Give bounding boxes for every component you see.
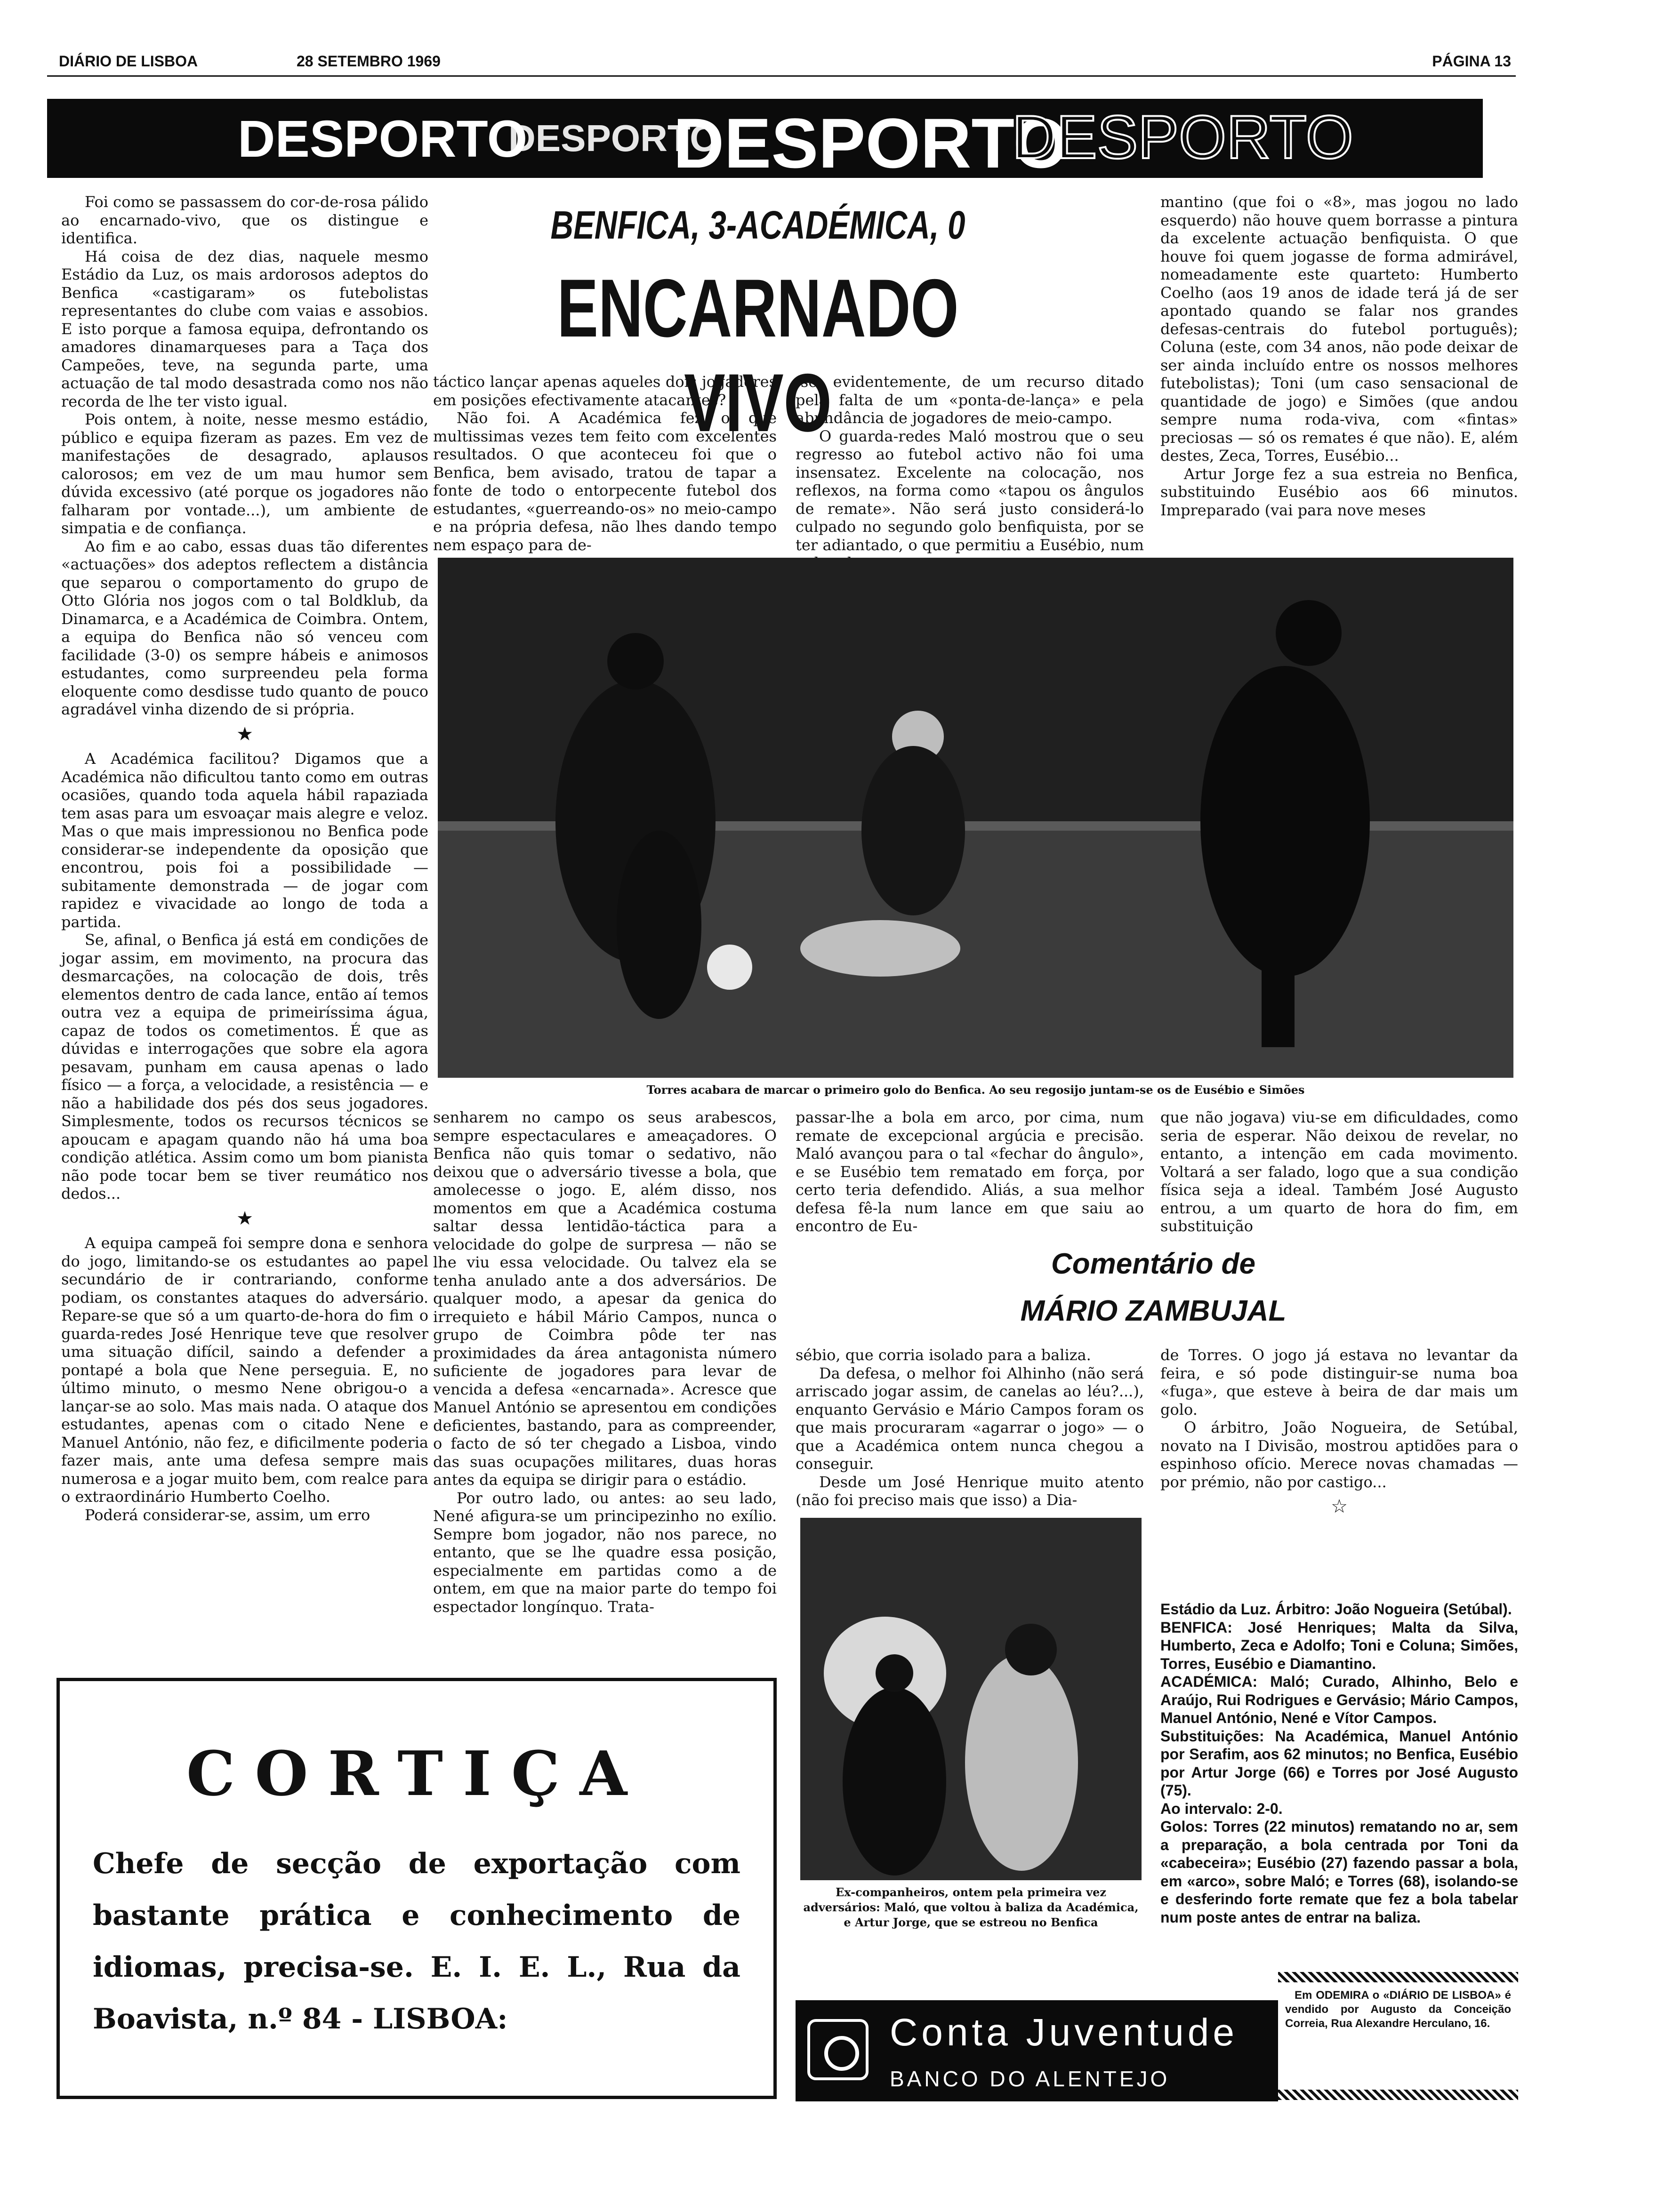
match-sheet [1160, 1600, 1518, 1977]
match-sheet-line: Ao intervalo: 2-0. [1160, 1800, 1283, 1817]
paragraph: A equipa campeã foi sempre dona e senhora do jogo, limitando-se os estudantes ao papel secundário de ir contrariando, conforme podiam, os constantes ataques do adversário. Repare-se que só a um quarto-de-hora do fim o guarda-redes José Henrique teve que resolver uma situação difícil, saindo a defender a pontapé a bola que Nene perseguia. E, no último minuto, o mesmo Nene obrigou-o a lançar-se ao solo. Mas mais nada. O ataque dos estudantes, apenas com o citado Nene e Manuel António, não fez, e dificilmente poderia fazer mais, ante uma defesa sempre mais numerosa e a jogar muito bem, com realce para o extraordinário Humberto Coelho. [61, 1234, 428, 1506]
star-separator: ★ [236, 1207, 253, 1229]
article-column-3-mid [796, 1108, 1144, 1250]
star-separator: ☆ [1331, 1496, 1348, 1517]
notice-border-top [1278, 1972, 1518, 1982]
ad-text: Chefe de secção de exportação com bastante prática e conhecimento de idiomas, precisa-se. E. I. E. L., Rua da Boavista, n.º 84 - LISBOA: [93, 1847, 740, 2036]
paragraph: Da defesa, o melhor foi Alhinho (não será arriscado jogar assim, de canelas ao léu?...), enquanto Gervásio e Mário Campos foram os que mais procuraram «agarrar o jogo» — o que a Académica ontem nunca chegou a conseguir. [796, 1364, 1144, 1473]
article-column-3-top [796, 373, 1144, 554]
match-sheet-line: BENFICA: José Henriques; Malta da Silva, Humberto, Zeca e Adolfo; Toni e Coluna; Simões, Torres, Eusébio e Diamantino. [1160, 1619, 1518, 1672]
article-column-4-top [1160, 193, 1518, 544]
paragraph: O guarda-redes Maló mostrou que o seu regresso ao futebol activo não foi uma insensatez. Excelente na colocação, nos reflexos, na forma como «tapou os ângulos de remate». Não será justo considerá-lo culpado no segundo golo benfiquista, por se ter adiantado, o que permitiu a Eusébio, num [796, 427, 1144, 554]
article-headline: ENCARNADO VIVO [557, 263, 959, 449]
banner-word: DESPORTO [508, 117, 719, 159]
header-rule [47, 75, 1516, 77]
paragraph: táctico lançar apenas aqueles dois jogadores em posições efectivamente atacantes? [433, 373, 777, 409]
paragraph: A Académica facilitou? Digamos que a Académica não dificultou tanto como em outras ocasiões, quando toda aquela hábil rapaziada tem asas para um esvoaçar mais alegre e veloz. Mas o que mais impressionou no Benfica pode considerar-se independente da oposição que encontrou, pois foi a possibilidade — subitamente demonstrada — de jogar com rapidez e vivacidade ao longo de toda a partida. [61, 750, 428, 931]
paragraph: que não jogava) viu-se em dificuldades, como seria de esperar. Não deixou de revelar, no entanto, a intenção em cada movimento. Voltará a ser falado, logo que a sua condição física seja a ideal. Também José Augusto entrou, a um quarto de hora do fim, em substituição [1160, 1108, 1518, 1235]
issue-date: 28 SETEMBRO 1969 [297, 53, 441, 70]
newspaper-name: DIÁRIO DE LISBOA [59, 53, 198, 70]
paragraph: Desde um José Henrique muito atento (não foi preciso mais que isso) a Dia- [796, 1473, 1144, 1509]
paragraph: O árbitro, João Nogueira, de Setúbal, novato na I Divisão, mostrou aptidões para o espinhoso ofício. Merece novas chamadas — por prémio, não por castigo... [1160, 1419, 1518, 1491]
paragraph: Não foi. A Académica fez o que multissimas vezes tem feito com excelentes resultados. O que aconteceu foi que o Benfica, bem avisado, tratou de tapar a fonte de todo o entorpecente futebol dos estudantes, «guerreando-os» no meio-campo e na própria defesa, não lhes dando tempo nem espaço para de- [433, 409, 777, 554]
section-banner [47, 99, 1483, 183]
ad-title: CORTIÇA [186, 1738, 647, 1810]
bank-ad [796, 2000, 1278, 2101]
classified-ad-cortica [56, 1678, 777, 2099]
match-sheet-line: Substituições: Na Académica, Manuel António por Serafim, aos 62 minutos; no Benfica, Eusébio por Artur Jorge (66) e Torres por José Augusto (75). [1160, 1727, 1518, 1799]
paragraph: Há coisa de dez dias, naquele mesmo Estádio da Luz, os mais ardorosos adeptos do Benfica «castigaram» os futebolistas representantes do clube com vaias e assobios. E isto porque a famosa equipa, defrontando os amadores dinamarqueses para a Taça dos Campeões, teve, na segunda parte, uma actuação de tal modo desastrada como nos não recorda de lhe ter visto igual. [61, 247, 428, 410]
banner-word: DESPORTO [673, 104, 1069, 183]
page-number: PÁGINA 13 [1432, 53, 1511, 70]
bank-ad-subtitle: BANCO DO ALENTEJO [890, 2067, 1170, 2091]
paragraph: passar-lhe a bola em arco, por cima, num remate de excepcional argúcia e precisão. Maló avançou para o tal «fechar do ângulo», e se Eusébio tem rematado em força, por certo teria defendido. Aliás, a sua melhor defesa fê-la num lance em que saiu ao encontro de Eu- [796, 1108, 1144, 1235]
paragraph: -se, evidentemente, de um recurso ditado pela falta de um «ponta-de-lança» e pela abundância de jogadores de meio-campo. [796, 373, 1144, 427]
article-column-3-low [796, 1346, 1144, 1508]
paragraph: mantino (que foi o «8», mas jogou no lado esquerdo) não houve quem borrasse a pintura da excelente actuação benfiquista. O que houve foi quem jogasse de forma admirável, nomeadamente este quarteto: Humberto Coelho (aos 19 anos de idade terá já de ser apontado quando se falar nos grandes defesas-centrais do futebol português); Coluna (este, com 34 anos, não pode deixar de ser ainda incluído entre os nossos melhores futebolistas); Toni (um caso sensacional de quantidade de jogo) e Simões (que andou sempre numa roda-viva, com «fintas» preciosas — só os remates é que não). E, além destes, Zeca, Torres, Eusébio... [1160, 193, 1518, 465]
paragraph: Se, afinal, o Benfica já está em condições de jogar assim, em movimento, na procura das desmarcações, na colocação de dois, três elementos dentro de cada lance, então aí temos outra vez a equipa de primeiríssima água, capaz de todos os cometimentos. É que as dúvidas e interrogações que sobre ela agora pesavam, punham em causa apenas o lado físico — a força, a velocidade, a resistência — e não a habilidade dos pés dos seus jogadores. Simplesmente, todos os recursos técnicos se apoucam e apagam quando não há uma boa condição atlética. Assim como um bom pianista não pode tocar bem se tiver reumático nos dedos... [61, 931, 428, 1202]
article-column-4-mid [1160, 1108, 1518, 1250]
bank-logo-icon [807, 2019, 869, 2080]
paragraph: senharem no campo os seus arabescos, sempre espectaculares e ameaçadores. O Benfica não quis tomar o sedativo, não deixou que o adversário tivesse a bola, que amolecesse o jogo. E, além disso, nos momentos em que a Académica costuma saltar dessa lentidão-táctica para a velocidade do golpe de surpresa — não se lhe viu essa velocidade. Ou talvez ela se tenha anulado ante a dos adversários. De qualquer modo, a apesar da genica do irrequieto e hábil Mário Campos, nunca o grupo de Coimbra pôde ter nas proximidades da área antagonista número suficiente de jogadores para levar de vencida a defesa «encarnada». Acresce que Manuel António se apresentou em condições deficientes, bastando, para as compreender, o facto de só ter chegado a Lisboa, vindo das suas ocupações militares, duas horas antes da equipa se dirigir para o estádio. [433, 1108, 777, 1489]
match-sheet-line: ACADÉMICA: Maló; Curado, Alhinho, Belo e Araújo, Rui Rodrigues e Gervásio; Mário Campos, Manuel António, Nené e Vítor Campos. [1160, 1673, 1518, 1726]
article-column-2-top [433, 373, 777, 554]
paragraph: de Torres. O jogo já estava no levantar da feira, e só pode distinguir-se numa boa «fuga», que esteve à beira de dar mais um golo. [1160, 1346, 1518, 1419]
bank-ad-title: Conta Juventude [890, 2011, 1239, 2054]
notice-text: Em ODEMIRA o «DIÁRIO DE LISBOA» é vendido por Augusto da Conceição Correia, Rua Alexandre Herculano, 16. [1285, 1989, 1511, 2030]
star-separator: ★ [236, 723, 253, 745]
players-photo-caption: Ex-companheiros, ontem pela primeira vez adversários: Maló, que voltou à baliza da Académica, e Artur Jorge, que se estreou no Benfica [803, 1885, 1139, 1929]
match-photo-caption: Torres acabara de marcar o primeiro golo do Benfica. Ao seu regosijo juntam-se os de Eusébio e Simões [646, 1083, 1305, 1097]
players-photo [800, 1518, 1142, 1880]
banner-word: DESPORTO [238, 110, 528, 168]
paragraph: Ao fim e ao cabo, essas duas tão diferentes «actuações» dos adeptos reflectem a distância que separou o comportamento do grupo de Otto Glória nos jogos com o tal Boldklub, da Dinamarca, e a Académica de Coimbra. Ontem, a equipa do Benfica não só venceu com facilidade (3-0) os sempre hábeis e animosos estudantes, como surpreendeu pela forma eloquente como desdisse tudo quanto de pouco agradável vinha dizendo de si própria. [61, 537, 428, 718]
match-sheet-line: Estádio da Luz. Árbitro: João Nogueira (Setúbal). [1160, 1601, 1512, 1618]
paragraph: Artur Jorge fez a sua estreia no Benfica, substituindo Eusébio aos 66 minutos. Impreparado (vai para nove meses [1160, 465, 1518, 519]
paragraph: Foi como se passassem do cor-de-rosa pálido ao encarnado-vivo, que os distingue e identifica. [61, 193, 428, 247]
article-column-4-low [1160, 1346, 1518, 1591]
match-photo-image [438, 558, 1513, 1078]
banner-word: DESPORTO [1012, 103, 1353, 171]
notice-border-bottom [1278, 2090, 1518, 2100]
article-column-2-mid [433, 1108, 777, 1664]
byline-label: Comentário de [1051, 1248, 1256, 1280]
paragraph: Poderá considerar-se, assim, um erro [85, 1506, 370, 1524]
match-photo [438, 558, 1513, 1078]
paragraph: sébio, que corria isolado para a baliza. [796, 1346, 1091, 1364]
players-photo-image [800, 1518, 1142, 1880]
article-column-1 [61, 193, 428, 1524]
article-kicker: BENFICA, 3-ACADÉMICA, 0 [550, 203, 965, 247]
paragraph: Por outro lado, ou antes: ao seu lado, Nené afigura-se um principezinho no exílio. Sempre bom jogador, não nos parece, no entanto, que se lhe quadre essa posição, especialmente em partidas como a de ontem, em que na maior parte do tempo foi espectador longínquo. Trata- [433, 1489, 777, 1616]
sales-notice [1285, 1988, 1511, 2087]
paragraph: Pois ontem, à noite, nesse mesmo estádio, público e equipa fizeram as pazes. Em vez de manifestações de desagrado, aplausos calorosos; em vez de um mau humor sem dúvida excessivo (até porque os jogadores não falharam por vontade...), um ambiente de simpatia e de confiança. [61, 410, 428, 537]
match-sheet-line: Golos: Torres (22 minutos) rematando no ar, sem a preparação, a bola centrada por Toni da «cabeceira»; Eusébio (27) fazendo passar a bola, em «arco», sobre Maló; e Torres (68), isolando-se e desferindo forte remate que fez a bola tabelar num poste antes de entrar na baliza. [1160, 1818, 1518, 1926]
byline-author: MÁRIO ZAMBUJAL [1020, 1295, 1287, 1327]
